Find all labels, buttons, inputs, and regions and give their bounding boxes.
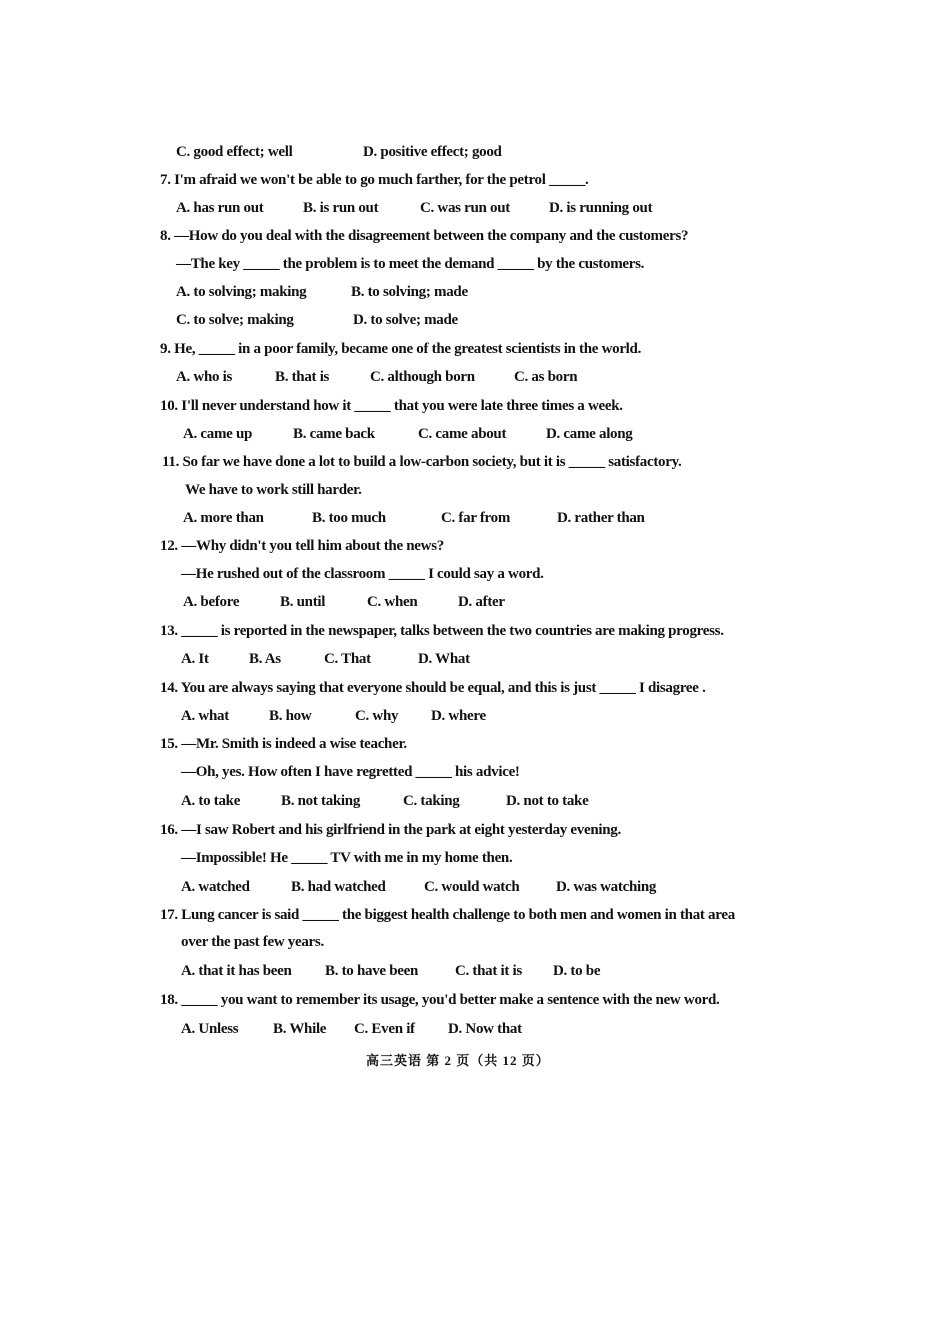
answer-option: C. Even if (354, 1021, 415, 1037)
answer-option: D. where (431, 708, 486, 724)
answer-option: B. that is (275, 369, 330, 385)
answer-option: B. While (273, 1021, 327, 1037)
question-text: 15. —Mr. Smith is indeed a wise teacher. (160, 736, 407, 752)
question-text: —He rushed out of the classroom _____ I could say a word. (181, 566, 544, 582)
answer-option: A. what (181, 708, 229, 724)
question-text: —Impossible! He _____ TV with me in my home then. (181, 850, 513, 866)
answer-option: C. as born (514, 369, 578, 385)
answer-option: C. came about (418, 426, 507, 442)
question-text: 18. _____ you want to remember its usage, you'd better make a sentence with the new word. (160, 992, 720, 1008)
answer-option: C. when (367, 594, 418, 610)
answer-option: A. has run out (176, 200, 264, 216)
answer-option: D. came along (546, 426, 633, 442)
answer-option: D. was watching (556, 879, 657, 895)
answer-option: D. positive effect; good (363, 144, 502, 160)
answer-option: B. had watched (291, 879, 386, 895)
answer-option: B. too much (312, 510, 386, 526)
answer-option: A. that it has been (181, 963, 292, 979)
answer-option: C. was run out (420, 200, 510, 216)
answer-option: D. What (418, 651, 470, 667)
answer-option: B. how (269, 708, 312, 724)
answer-option: A. Unless (181, 1021, 239, 1037)
answer-option: B. to have been (325, 963, 419, 979)
answer-option: B. As (249, 651, 281, 667)
question-text: —The key _____ the problem is to meet the demand _____ by the customers. (176, 256, 645, 272)
answer-option: C. why (355, 708, 399, 724)
question-text: 9. He, _____ in a poor family, became one of the greatest scientists in the world. (160, 341, 642, 357)
answer-option: A. watched (181, 879, 250, 895)
question-text: 13. _____ is reported in the newspaper, talks between the two countries are making progress. (160, 623, 724, 639)
question-text: 14. You are always saying that everyone should be equal, and this is just _____ I disagree . (160, 680, 706, 696)
answer-option: A. to solving; making (176, 284, 307, 300)
answer-option: A. to take (181, 793, 241, 809)
answer-option: C. That (324, 651, 371, 667)
answer-option: A. before (183, 594, 240, 610)
answer-option: B. not taking (281, 793, 361, 809)
question-text: 10. I'll never understand how it _____ that you were late three times a week. (160, 398, 623, 414)
question-text: 16. —I saw Robert and his girlfriend in the park at eight yesterday evening. (160, 822, 621, 838)
answer-option: A. who is (176, 369, 233, 385)
answer-option: B. is run out (303, 200, 379, 216)
answer-option: D. is running out (549, 200, 653, 216)
answer-option: C. would watch (424, 879, 520, 895)
answer-option: D. to solve; made (353, 312, 458, 328)
answer-option: C. good effect; well (176, 144, 293, 160)
answer-option: C. that it is (455, 963, 522, 979)
question-text: We have to work still harder. (185, 482, 362, 498)
answer-option: C. to solve; making (176, 312, 294, 328)
answer-option: D. Now that (448, 1021, 522, 1037)
question-text: —Oh, yes. How often I have regretted _____ his advice! (181, 764, 520, 780)
answer-option: A. came up (183, 426, 253, 442)
question-text: 12. —Why didn't you tell him about the news? (160, 538, 444, 554)
question-text: 11. So far we have done a lot to build a low-carbon society, but it is _____ satisfactory. (162, 454, 682, 470)
answer-option: C. far from (441, 510, 511, 526)
question-text: 17. Lung cancer is said _____ the biggest health challenge to both men and women in that area (160, 907, 735, 923)
answer-option: B. to solving; made (351, 284, 468, 300)
answer-option: A. more than (183, 510, 264, 526)
answer-option: D. after (458, 594, 505, 610)
answer-option: B. until (280, 594, 326, 610)
answer-option: B. came back (293, 426, 375, 442)
answer-option: C. taking (403, 793, 460, 809)
question-text: 7. I'm afraid we won't be able to go much farther, for the petrol _____. (160, 172, 589, 188)
answer-option: C. although born (370, 369, 475, 385)
page-footer: 高三英语 第 2 页（共 12 页） (366, 1053, 550, 1068)
answer-option: A. It (181, 651, 209, 667)
question-text: over the past few years. (181, 934, 324, 950)
answer-option: D. rather than (557, 510, 645, 526)
answer-option: D. not to take (506, 793, 589, 809)
question-text: 8. —How do you deal with the disagreement between the company and the customers? (160, 228, 689, 244)
answer-option: D. to be (553, 963, 601, 979)
